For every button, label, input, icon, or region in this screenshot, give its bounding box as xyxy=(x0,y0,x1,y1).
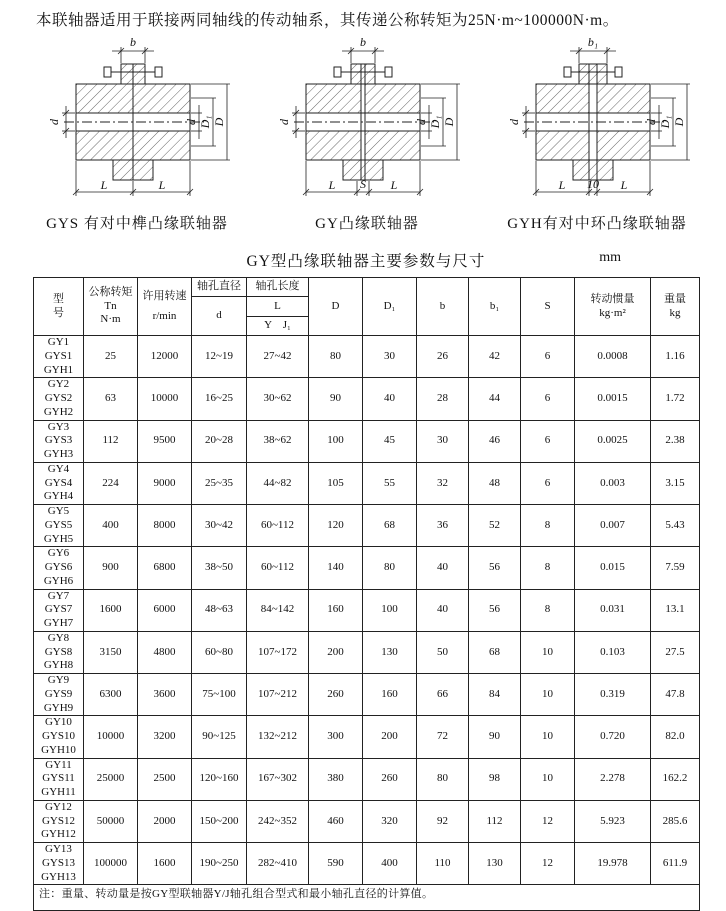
table-cell: 68 xyxy=(469,631,521,673)
table-cell: 40 xyxy=(417,547,469,589)
dim-label-d-right: d xyxy=(414,119,428,125)
model-cell: GY9 GYS9 GYH9 xyxy=(34,674,84,716)
header-inertia: 转动惯量 kg·m² xyxy=(575,278,651,336)
dim-label-d-right: d xyxy=(644,119,658,125)
table-row xyxy=(34,716,700,758)
model-cell: GY10 GYS10 GYH10 xyxy=(34,716,84,758)
table-cell: 7.59 xyxy=(651,547,700,589)
table-cell: 56 xyxy=(469,547,521,589)
table-cell: 25 xyxy=(84,336,138,378)
table-cell: 60~80 xyxy=(192,631,247,673)
table-cell: 611.9 xyxy=(651,843,700,885)
table-cell: 1.72 xyxy=(651,378,700,420)
table-cell: 4800 xyxy=(138,631,192,673)
header-b: b xyxy=(417,278,469,336)
table-cell: 400 xyxy=(84,505,138,547)
dim-label-10: 10 xyxy=(587,177,599,191)
table-cell: 30 xyxy=(417,420,469,462)
table-cell: 38~50 xyxy=(192,547,247,589)
table-cell: 90 xyxy=(469,716,521,758)
table-row xyxy=(34,843,700,885)
model-cell: GY13 GYS13 GYH13 xyxy=(34,843,84,885)
table-note: 注：重量、转动量是按GY型联轴器Y/J轴孔组合型式和最小轴孔直径的计算值。 xyxy=(34,885,700,911)
table-cell: 380 xyxy=(309,758,363,800)
table-row xyxy=(34,547,700,589)
model-cell: GY3 GYS3 GYH3 xyxy=(34,420,84,462)
header-D: D xyxy=(309,278,363,336)
table-cell: 12~19 xyxy=(192,336,247,378)
table-cell: 30~42 xyxy=(192,505,247,547)
table-cell: 47.8 xyxy=(651,674,700,716)
table-cell: 32 xyxy=(417,462,469,504)
table-cell: 1.16 xyxy=(651,336,700,378)
model-cell: GY5 GYS5 GYH5 xyxy=(34,505,84,547)
table-body xyxy=(34,336,700,885)
table-cell: 8 xyxy=(521,547,575,589)
header-weight: 重量 kg xyxy=(651,278,700,336)
table-cell: 8 xyxy=(521,589,575,631)
table-cell: 110 xyxy=(417,843,469,885)
table-cell: 2.38 xyxy=(651,420,700,462)
table-cell: 12 xyxy=(521,843,575,885)
table-cell: 6800 xyxy=(138,547,192,589)
table-row xyxy=(34,758,700,800)
dim-label-L-right: L xyxy=(390,178,398,192)
dim-label-D: D xyxy=(672,117,686,127)
header-torque: 公称转矩 Tn N·m xyxy=(84,278,138,336)
table-cell: 3600 xyxy=(138,674,192,716)
table-cell: 50000 xyxy=(84,800,138,842)
table-cell: 260 xyxy=(309,674,363,716)
table-cell: 1600 xyxy=(138,843,192,885)
table-cell: 5.43 xyxy=(651,505,700,547)
table-cell: 27.5 xyxy=(651,631,700,673)
table-cell: 10000 xyxy=(84,716,138,758)
table-cell: 10 xyxy=(521,758,575,800)
table-cell: 40 xyxy=(417,589,469,631)
table-cell: 12 xyxy=(521,800,575,842)
table-cell: 6 xyxy=(521,462,575,504)
table-cell: 38~62 xyxy=(247,420,309,462)
table-cell: 6300 xyxy=(84,674,138,716)
table-cell: 460 xyxy=(309,800,363,842)
dim-label-L-left: L xyxy=(328,178,336,192)
table-cell: 162.2 xyxy=(651,758,700,800)
header-model: 型 号 xyxy=(34,278,84,336)
table-cell: 90 xyxy=(309,378,363,420)
header-S: S xyxy=(521,278,575,336)
table-cell: 48 xyxy=(469,462,521,504)
table-cell: 190~250 xyxy=(192,843,247,885)
table-cell: 0.0015 xyxy=(575,378,651,420)
table-cell: 167~302 xyxy=(247,758,309,800)
table-cell: 0.015 xyxy=(575,547,651,589)
dim-label-b1: b₁ xyxy=(587,35,599,49)
table-cell: 16~25 xyxy=(192,378,247,420)
table-cell: 0.0008 xyxy=(575,336,651,378)
coupling-drawing-gy xyxy=(258,34,476,208)
table-cell: 260 xyxy=(363,758,417,800)
table-cell: 80 xyxy=(417,758,469,800)
table-cell: 0.319 xyxy=(575,674,651,716)
table-cell: 52 xyxy=(469,505,521,547)
table-row xyxy=(34,589,700,631)
table-cell: 140 xyxy=(309,547,363,589)
table-cell: 30 xyxy=(363,336,417,378)
diagram-caption-gy: GY凸缘联轴器 xyxy=(315,216,419,232)
table-cell: 8000 xyxy=(138,505,192,547)
table-cell: 10000 xyxy=(138,378,192,420)
table-cell: 0.003 xyxy=(575,462,651,504)
table-cell: 27~42 xyxy=(247,336,309,378)
table-cell: 5.923 xyxy=(575,800,651,842)
table-cell: 6000 xyxy=(138,589,192,631)
table-cell: 120~160 xyxy=(192,758,247,800)
table-cell: 590 xyxy=(309,843,363,885)
table-cell: 3.15 xyxy=(651,462,700,504)
model-cell: GY4 GYS4 GYH4 xyxy=(34,462,84,504)
table-cell: 55 xyxy=(363,462,417,504)
dim-label-d1: D₁ xyxy=(428,115,442,129)
table-row xyxy=(34,674,700,716)
table-cell: 92 xyxy=(417,800,469,842)
dim-label-L-left: L xyxy=(100,178,108,192)
dim-label-L-right: L xyxy=(620,178,628,192)
table-cell: 28 xyxy=(417,378,469,420)
table-cell: 25~35 xyxy=(192,462,247,504)
table-cell: 300 xyxy=(309,716,363,758)
dim-label-L-left: L xyxy=(558,178,566,192)
table-cell: 2000 xyxy=(138,800,192,842)
table-cell: 84~142 xyxy=(247,589,309,631)
model-cell: GY8 GYS8 GYH8 xyxy=(34,631,84,673)
table-cell: 10 xyxy=(521,631,575,673)
table-cell: 26 xyxy=(417,336,469,378)
table-cell: 68 xyxy=(363,505,417,547)
table-cell: 46 xyxy=(469,420,521,462)
table-cell: 285.6 xyxy=(651,800,700,842)
table-cell: 0.031 xyxy=(575,589,651,631)
table-cell: 160 xyxy=(363,674,417,716)
dim-label-b: b xyxy=(130,35,136,49)
table-cell: 60~112 xyxy=(247,547,309,589)
model-cell: GY11 GYS11 GYH11 xyxy=(34,758,84,800)
dim-label-b: b xyxy=(360,35,366,49)
table-row xyxy=(34,631,700,673)
table-cell: 13.1 xyxy=(651,589,700,631)
table-title: GY型凸缘联轴器主要参数与尺寸 xyxy=(246,253,486,270)
table-cell: 60~112 xyxy=(247,505,309,547)
table-title-row xyxy=(33,249,699,271)
table-cell: 6 xyxy=(521,420,575,462)
header-bore-diameter: 轴孔直径 xyxy=(192,278,247,297)
dim-label-d-left: d xyxy=(277,119,291,125)
model-cell: GY12 GYS12 GYH12 xyxy=(34,800,84,842)
header-D1: D₁ xyxy=(363,278,417,336)
table-cell: 56 xyxy=(469,589,521,631)
table-cell: 242~352 xyxy=(247,800,309,842)
table-cell: 120 xyxy=(309,505,363,547)
dim-label-d-left: d xyxy=(507,119,521,125)
dim-label-S: S xyxy=(360,177,366,191)
table-cell: 3200 xyxy=(138,716,192,758)
table-cell: 0.720 xyxy=(575,716,651,758)
intro-text: 本联轴器适用于联接两同轴线的传动轴系，其传递公称转矩为25N·m~100000N·m。 xyxy=(36,12,619,29)
table-cell: 50 xyxy=(417,631,469,673)
table-cell: 80 xyxy=(363,547,417,589)
table-cell: 10 xyxy=(521,674,575,716)
dim-label-L-right: L xyxy=(158,178,166,192)
table-cell: 84 xyxy=(469,674,521,716)
header-b1: b₁ xyxy=(469,278,521,336)
table-cell: 82.0 xyxy=(651,716,700,758)
table-cell: 150~200 xyxy=(192,800,247,842)
model-cell: GY6 GYS6 GYH6 xyxy=(34,547,84,589)
table-cell: 9000 xyxy=(138,462,192,504)
table-cell: 112 xyxy=(469,800,521,842)
table-cell: 45 xyxy=(363,420,417,462)
dim-label-D: D xyxy=(212,117,226,127)
table-cell: 2.278 xyxy=(575,758,651,800)
header-speed: 许用转速 r/min xyxy=(138,278,192,336)
dim-label-D: D xyxy=(442,117,456,127)
header-YJ-sub: Y J₁ xyxy=(247,317,309,336)
table-cell: 44~82 xyxy=(247,462,309,504)
diagram-gys xyxy=(22,34,252,233)
table-cell: 320 xyxy=(363,800,417,842)
table-cell: 0.103 xyxy=(575,631,651,673)
table-cell: 9500 xyxy=(138,420,192,462)
table-cell: 12000 xyxy=(138,336,192,378)
table-header xyxy=(34,278,700,336)
table-cell: 75~100 xyxy=(192,674,247,716)
model-cell: GY7 GYS7 GYH7 xyxy=(34,589,84,631)
table-cell: 72 xyxy=(417,716,469,758)
table-cell: 2500 xyxy=(138,758,192,800)
table-cell: 130 xyxy=(363,631,417,673)
table-row xyxy=(34,336,700,378)
model-cell: GY2 GYS2 GYH2 xyxy=(34,378,84,420)
table-cell: 900 xyxy=(84,547,138,589)
table-cell: 44 xyxy=(469,378,521,420)
table-cell: 6 xyxy=(521,336,575,378)
table-cell: 6 xyxy=(521,378,575,420)
table-cell: 224 xyxy=(84,462,138,504)
diagram-caption-gys: GYS 有对中榫凸缘联轴器 xyxy=(46,216,228,232)
table-cell: 105 xyxy=(309,462,363,504)
table-cell: 160 xyxy=(309,589,363,631)
table-cell: 100000 xyxy=(84,843,138,885)
table-cell: 63 xyxy=(84,378,138,420)
table-cell: 0.007 xyxy=(575,505,651,547)
coupling-drawing-gys xyxy=(28,34,246,208)
header-L-sub: L xyxy=(247,297,309,317)
table-row xyxy=(34,505,700,547)
table-cell: 36 xyxy=(417,505,469,547)
unit-label: mm xyxy=(599,250,621,265)
diagram-caption-gyh: GYH有对中环凸缘联轴器 xyxy=(507,216,687,232)
coupling-drawing-gyh xyxy=(488,34,706,208)
diagram-gy xyxy=(252,34,482,233)
diagram-gyh xyxy=(482,34,712,233)
table-cell: 200 xyxy=(363,716,417,758)
table-row xyxy=(34,378,700,420)
table-cell: 30~62 xyxy=(247,378,309,420)
table-cell: 200 xyxy=(309,631,363,673)
table-cell: 112 xyxy=(84,420,138,462)
table-cell: 1600 xyxy=(84,589,138,631)
table-cell: 42 xyxy=(469,336,521,378)
table-cell: 400 xyxy=(363,843,417,885)
dim-label-d1: D₁ xyxy=(198,115,212,129)
dim-label-d-right: d xyxy=(184,119,198,125)
table-cell: 8 xyxy=(521,505,575,547)
diagrams-row xyxy=(0,30,726,233)
table-cell: 10 xyxy=(521,716,575,758)
model-cell: GY1 GYS1 GYH1 xyxy=(34,336,84,378)
table-cell: 90~125 xyxy=(192,716,247,758)
dim-label-d-left: d xyxy=(47,119,61,125)
table-cell: 0.0025 xyxy=(575,420,651,462)
table-row xyxy=(34,800,700,842)
table-row xyxy=(34,462,700,504)
table-cell: 107~212 xyxy=(247,674,309,716)
table-cell: 80 xyxy=(309,336,363,378)
table-cell: 3150 xyxy=(84,631,138,673)
table-cell: 40 xyxy=(363,378,417,420)
table-cell: 19.978 xyxy=(575,843,651,885)
table-cell: 100 xyxy=(363,589,417,631)
table-cell: 282~410 xyxy=(247,843,309,885)
table-cell: 100 xyxy=(309,420,363,462)
table-cell: 132~212 xyxy=(247,716,309,758)
header-d-sub: d xyxy=(192,297,247,336)
table-cell: 98 xyxy=(469,758,521,800)
table-row xyxy=(34,420,700,462)
table-cell: 20~28 xyxy=(192,420,247,462)
table-cell: 130 xyxy=(469,843,521,885)
table-cell: 25000 xyxy=(84,758,138,800)
table-cell: 48~63 xyxy=(192,589,247,631)
dim-label-d1: D₁ xyxy=(658,115,672,129)
header-bore-length: 轴孔长度 xyxy=(247,278,309,297)
table-cell: 107~172 xyxy=(247,631,309,673)
table-cell: 66 xyxy=(417,674,469,716)
spec-table xyxy=(33,277,700,911)
